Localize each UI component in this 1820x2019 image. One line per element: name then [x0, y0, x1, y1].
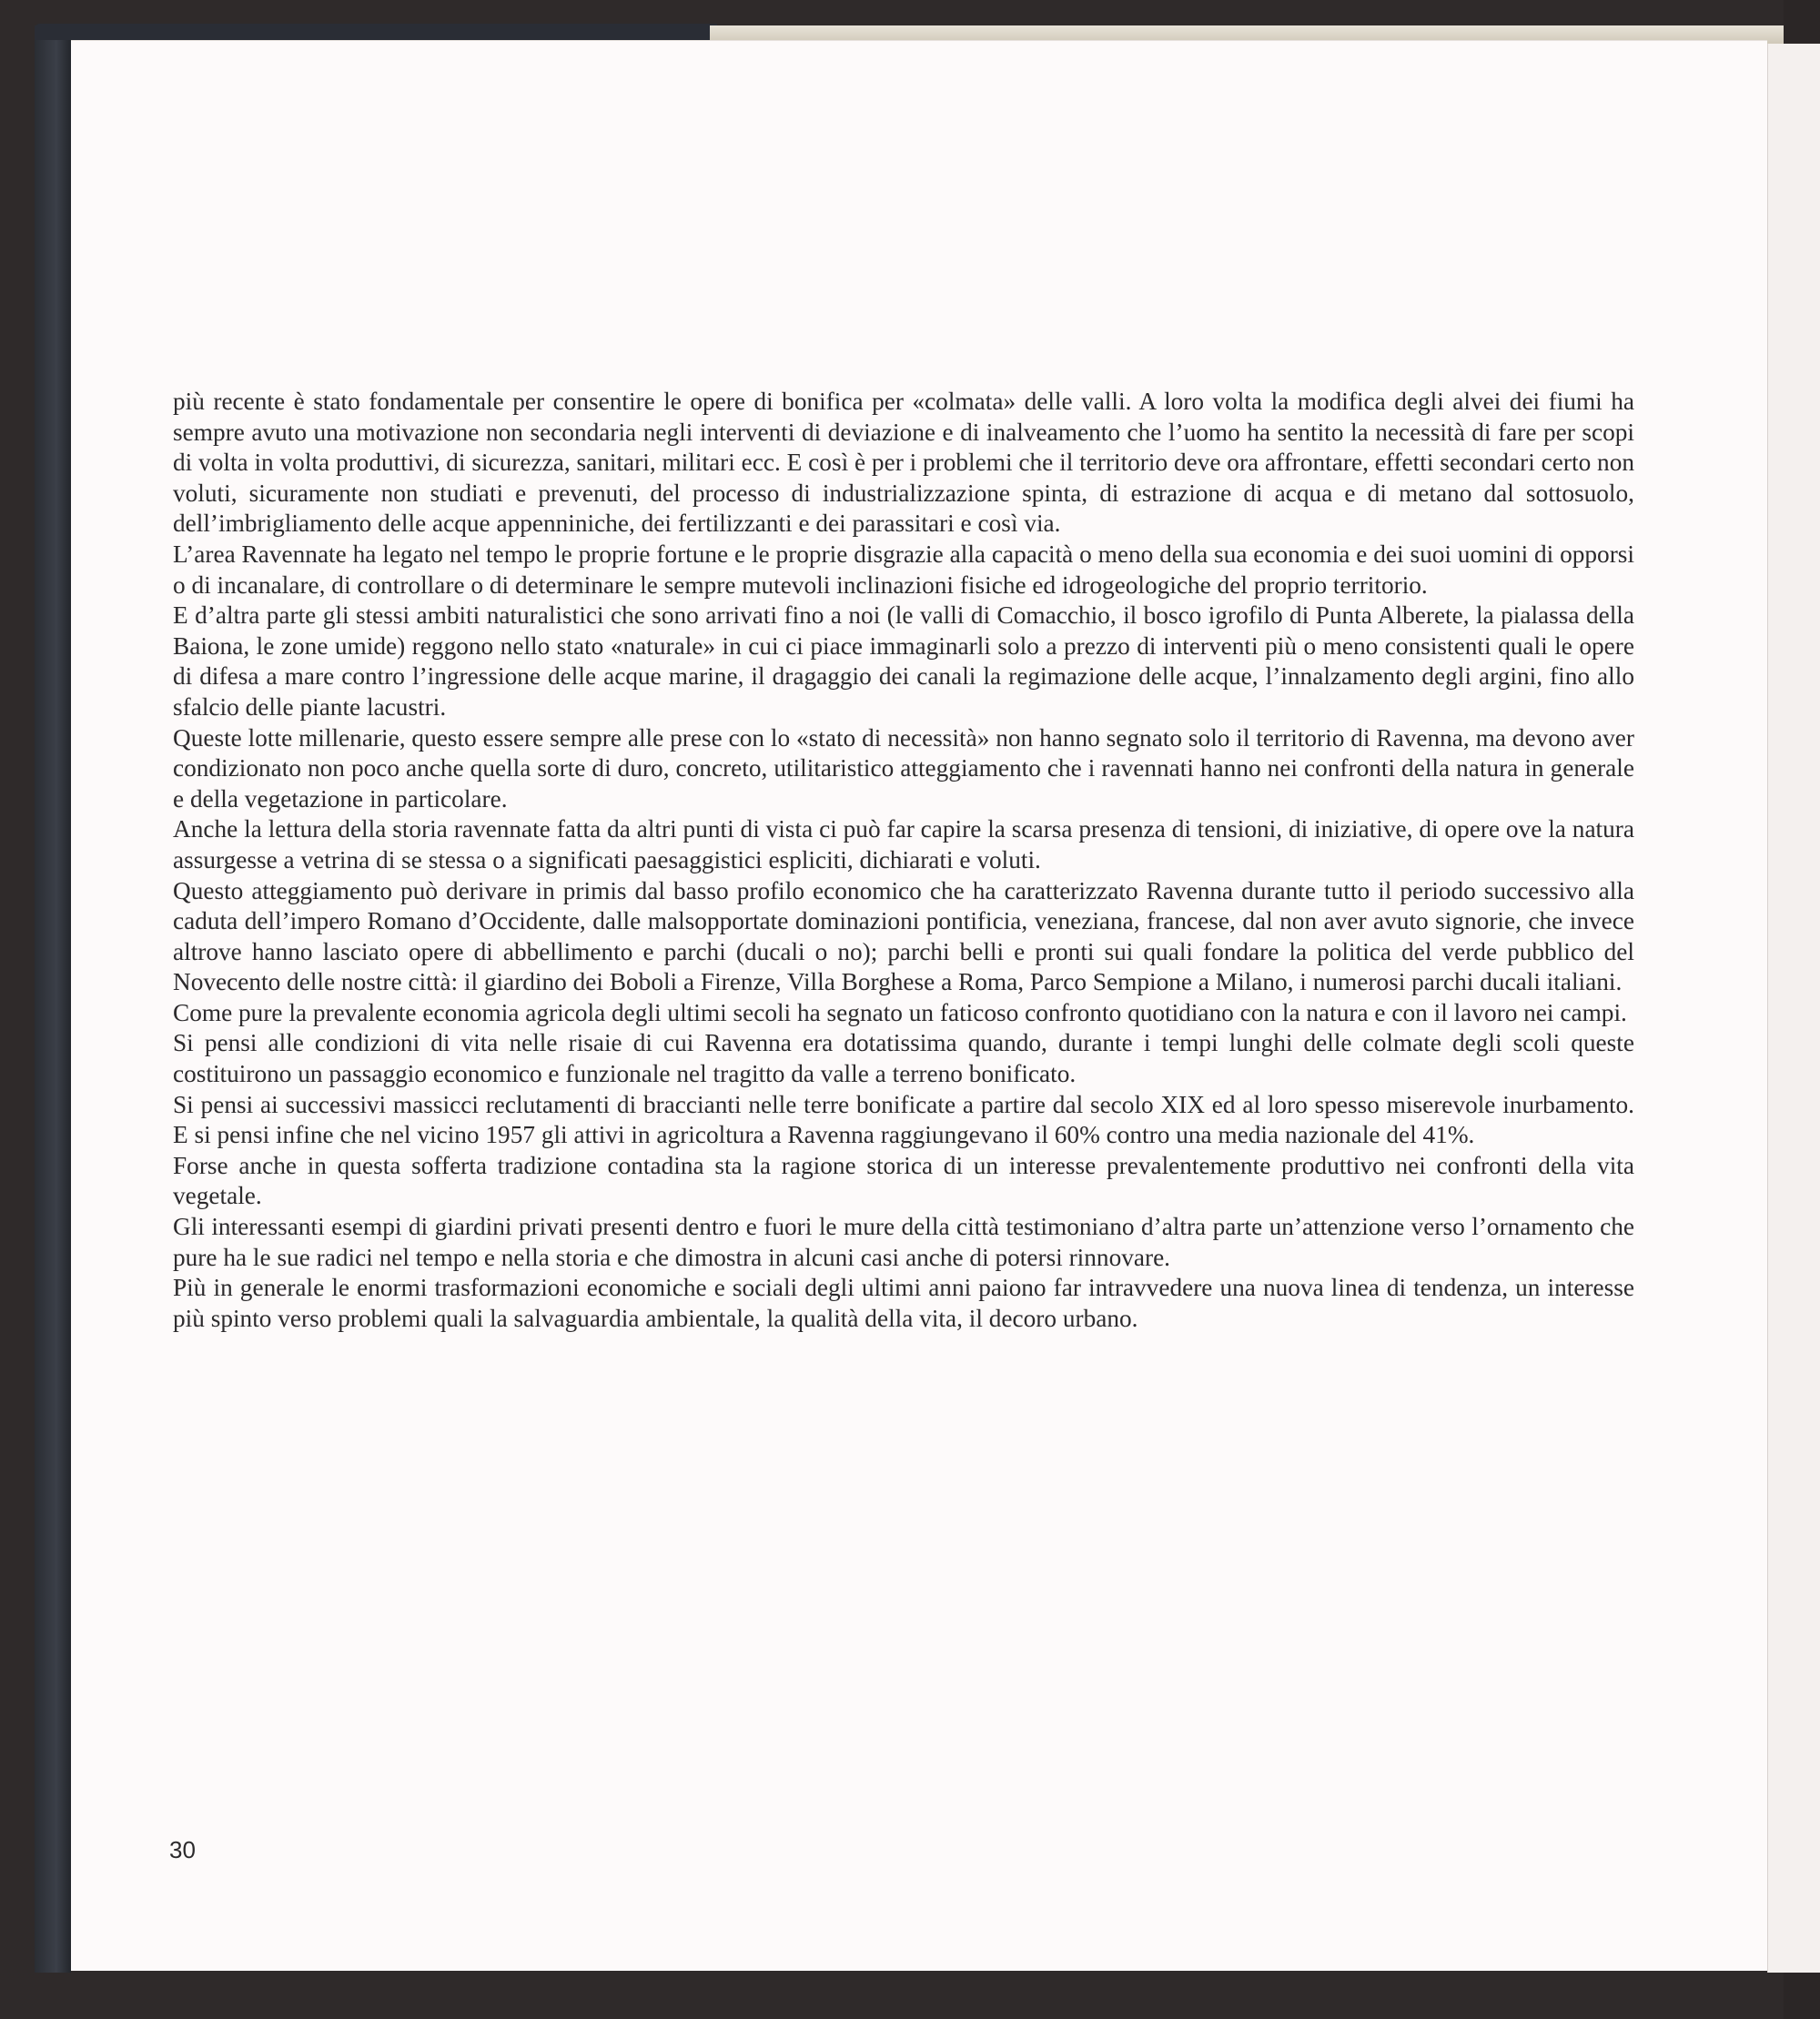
paragraph: L’area Ravennate ha legato nel tempo le proprie fortune e le proprie disgrazie alla capacità o meno della sua economia e dei suoi uomini di opporsi o di incanalare, di controllare o di determinare le sempre mutevoli inclinazioni fisiche ed idrogeologiche del proprio territorio. [173, 540, 1634, 599]
page-number: 30 [169, 1836, 196, 1863]
paragraph: Come pure la prevalente economia agricola degli ultimi secoli ha segnato un faticoso confronto quotidiano con la natura e con il lavoro nei campi. [173, 998, 1627, 1026]
paragraph: Questo atteggiamento può derivare in primis dal basso profilo economico che ha caratterizzato Ravenna durante tutto il periodo successivo alla caduta dell’impero Romano d’Occidente, dalle malsopportate dominazioni pontificia, veneziana, francese, dal non aver avuto signorie, che invece altrove hanno lasciato opere di abbellimento e parchi (ducali o no); parchi belli e pronti sui quali fondare la politica del verde pubblico del Novecento delle nostre città: il giardino dei Boboli a Firenze, Villa Borghese a Roma, Parco Sempione a Milano, i numerosi parchi ducali italiani. [173, 876, 1634, 996]
body-text [173, 387, 1634, 1334]
book-cover-top [35, 24, 717, 40]
facing-page-edge [1767, 44, 1820, 1973]
paragraph: Queste lotte millenarie, questo essere sempre alle prese con lo «stato di necessità» non hanno segnato solo il territorio di Ravenna, ma devono aver condizionato non poco anche quella sorte di duro, concreto, utilitaristico atteggiamento che i ravennati hanno nei confronti della natura in generale e della vegetazione in particolare. [173, 723, 1634, 813]
book-cover-edge [35, 25, 71, 1973]
paragraph: Si pensi ai successivi massicci reclutamenti di braccianti nelle terre bonificate a partire dal secolo XIX ed al loro spesso miserevole inurbamento. E si pensi infine che nel vicino 1957 gli attivi in agricoltura a Ravenna raggiungevano il 60% contro una media nazionale del 41%. [173, 1090, 1634, 1149]
paragraph: Anche la lettura della storia ravennate fatta da altri punti di vista ci può far capire la scarsa presenza di tensioni, di iniziative, di opere ove la natura assurgesse a vetrina di se stessa o a significati paesaggistici espliciti, dichiarati e voluti. [173, 815, 1634, 873]
paragraph: Più in generale le enormi trasformazioni economiche e sociali degli ultimi anni paiono far intravvedere una nuova linea di tendenza, un interesse più spinto verso problemi quali la salvaguardia ambientale, la qualità della vita, il decoro urbano. [173, 1274, 1634, 1332]
paragraph: Si pensi alle condizioni di vita nelle risaie di cui Ravenna era dotatissima quando, durante i tempi lunghi delle colmate degli scoli queste costituirono un passaggio economico e funzionale nel tragitto da valle a terreno bonificato. [173, 1029, 1634, 1088]
paragraph: Forse anche in questa sofferta tradizione contadina sta la ragione storica di un interesse prevalentemente produttivo nei confronti della vita vegetale. [173, 1151, 1634, 1210]
paragraph: Gli interessanti esempi di giardini privati presenti dentro e fuori le mure della città testimoniano d’altra parte un’attenzione verso l’ornamento che pure ha le sue radici nel tempo e nella storia e che dimostra in alcuni casi anche di potersi rinnovare. [173, 1213, 1634, 1271]
paragraph: E d’altra parte gli stessi ambiti naturalistici che sono arrivati fino a noi (le valli di Comacchio, il bosco igrofilo di Punta Alberete, la pialassa della Baiona, le zone umide) reggono nello stato «naturale» in cui ci piace immaginarli solo a prezzo di interventi più o meno consistenti quali le opere di difesa a mare contro l’ingressione delle acque marine, il dragaggio dei canali la regimazione delle acque, l’innalzamento degli argini, fino allo sfalcio delle piante lacustri. [173, 601, 1634, 721]
paragraph: più recente è stato fondamentale per consentire le opere di bonifica per «colmata» delle valli. A loro volta la modifica degli alvei dei fiumi ha sempre avuto una motivazione non secondaria negli interventi di deviazione e di inalveamento che l’uomo ha sentito la necessità di fare per scopi di volta in volta produttivi, di sicurezza, sanitari, militari ecc. E così è per i problemi che il territorio deve ora affrontare, effetti secondari certo non voluti, sicuramente non studiati e prevenuti, del processo di industrializzazione spinta, di estrazione di acqua e di metano dal sottosuolo, dell’imbrigliamento delle acque appenniniche, dei fertilizzanti e dei parassitari e così via. [173, 388, 1634, 538]
